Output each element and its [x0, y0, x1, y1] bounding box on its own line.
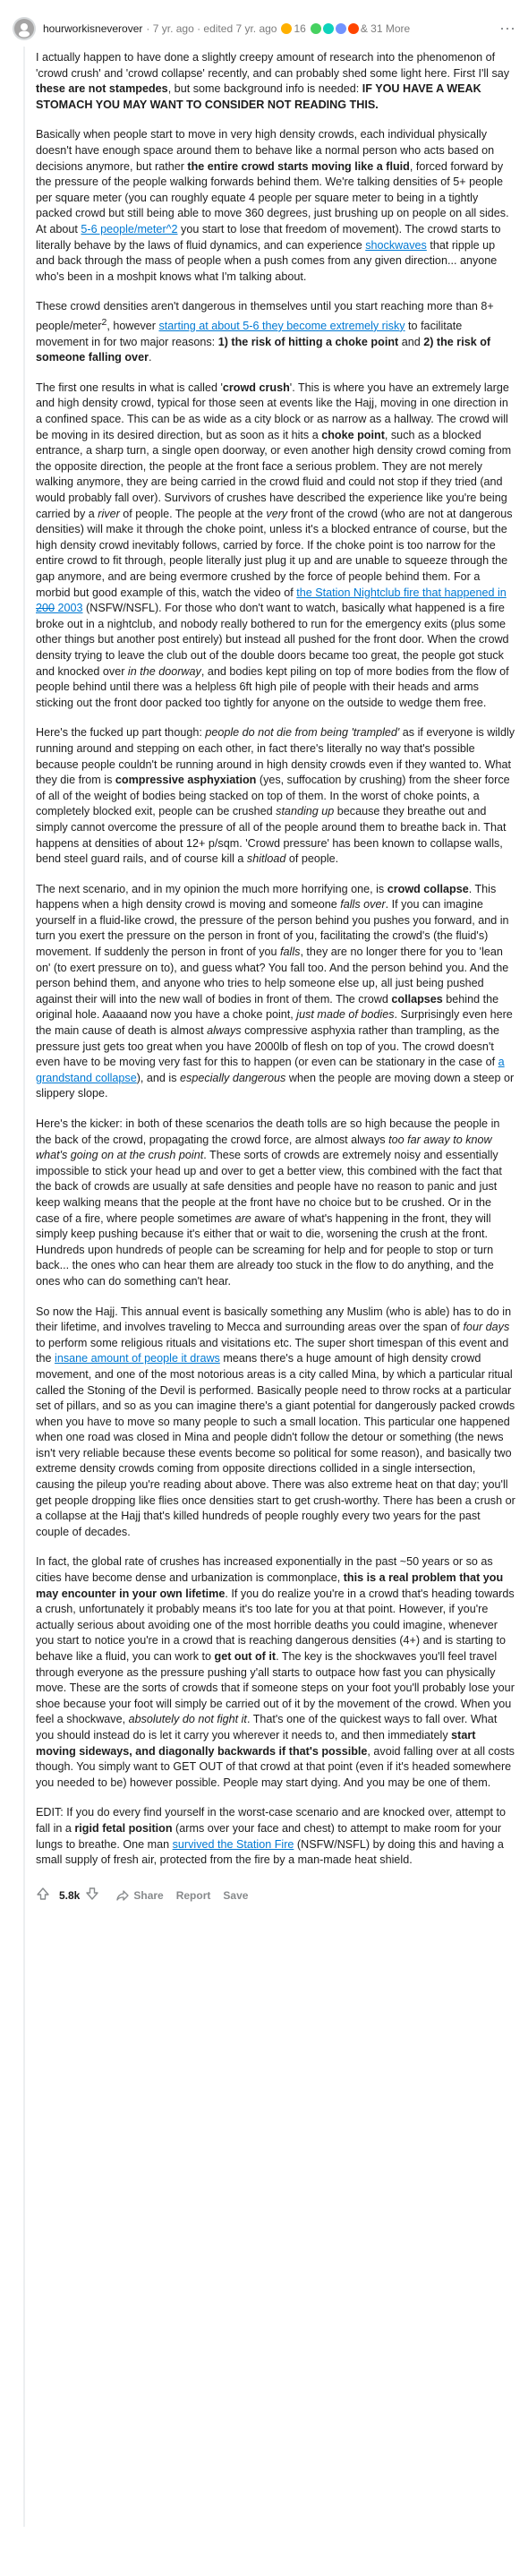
link[interactable]: survived the Station Fire: [172, 1837, 294, 1851]
link[interactable]: insane amount of people it draws: [55, 1352, 220, 1365]
comment-header: [13, 16, 515, 41]
save-button[interactable]: [223, 1889, 248, 1902]
share-icon: [115, 1888, 130, 1903]
paragraph: Here's the kicker: in both of these scenarios the death tolls are so high because the people in the back of the crowd, propagating the crowd force, are almost always too far away to know what's going on at the crush point. These sorts of crowds are extremely noisy and essentially impossible to stick your head up and over to get a better view, this combined with the fact that the back of crowds are usually at safe densities and people have no reason to panic and just keep walking means that the people at the front have no choice but to be crushed. Or in the case of a fire, where people sometimes are aware of what's happening in the front, they will simply keep pushing because it's either that or wait to die, worsening the crush at the front. Hundreds upon hundreds of people can be screaming for help and for people to stop or turn back... the ones who can hear them are already too stuck in the flow to do anything, and the ones who can do something can't hear.: [36, 1117, 502, 1288]
paragraph: EDIT: If you do every find yourself in the worst-case scenario and are knocked over, attempt to fall in a rigid fetal position (arms over your face and chest) to attempt to make room for your lungs to breathe. One man survived the Station Fire (NSFW/NSFL) by doing this and having a small supply of fresh air, protected from the fire by a man-made heat shield.: [36, 1806, 507, 1867]
comment-footer: [36, 1883, 515, 1908]
score: 5.8k: [59, 1888, 81, 1902]
link[interactable]: shockwaves: [365, 238, 427, 252]
paragraph: In fact, the global rate of crushes has increased exponentially in the past ~50 years or so as cities have become dense and urbanization is commonplace, this is a real problem that you may encounter in your own lifetime. If you do realize you're in a crowd that's heading towards a crush, unfortunately it probably means it's too late for you at that point. However, if you're actually serious about avoiding one of the most horrible deaths you could imagine, whenever you start to notice you're in a crowd that is reaching dangerous densities (4+) and is starting to behave like a fluid, you can work to get out of it. The key is the shockwaves you'll feel travel through everyone as the pressure pushing y'all starts to outpace how fast you can physically move. These are the sorts of crowds that if someone steps on your foot you'll probably lose your shoe because your foot will simply be carried out of it by the movement of the crowd. When you feel a shockwave, absolutely do not fight it. That's one of the quickest ways to fall over. What you should instead do is let it carry you wherever it needs to, and then immediately start moving sideways, and diagonally backwards if that's possible, avoid falling over at all costs though. You simply want to GET OUT of that crowd at that point (even if it's headed somewhere you needed to be) however possible. People may start dying. And you may be one of them.: [36, 1555, 515, 1789]
link[interactable]: 5-6 people/meter^2: [81, 222, 178, 235]
link[interactable]: the Station Nightclub fire that happened in 200 2003: [36, 586, 507, 615]
username[interactable]: hourworkisneverover: [43, 22, 143, 35]
paragraph: I actually happen to have done a slightly creepy amount of research into the phenomenon of 'crowd crush' and 'crowd collapse' recently, and can probably shed some light here. First I'll say these are not stampedes, but some background info is needed: IF YOU HAVE A WEAK STOMACH YOU MAY WANT TO CONSIDER NOT READING THIS.: [36, 51, 510, 111]
report-button[interactable]: [176, 1889, 211, 1902]
more-icon[interactable]: ⋯: [499, 20, 515, 38]
award-count: 16: [294, 22, 306, 35]
save-label: Save: [223, 1888, 249, 1902]
paragraph: Here's the fucked up part though: people do not die from being 'trampled' as if everyone is wildly running around and stepping on each other, in fact there's literally no way that's possible because people couldn't be running around in high density crowds even if they wanted to. What they die from is compressive asphyxiation (yes, suffocation by crushing) from the sheer force of all of the weight of bodies being stacked on top of them. In the worst of choke points, a completely blocked exit, people can be crushed standing up because they breathe out and simply cannot overcome the pressure of all of the people around them to breathe back in. That happens at densities of about 12+ p/sqm. 'Crowd pressure' has been known to collapse walls, bend steel guard rails, and of course kill a shitload of people.: [36, 726, 515, 866]
avatar-icon[interactable]: [13, 17, 36, 40]
paragraph: These crowd densities aren't dangerous in themselves until you start reaching more than 8+ people/meter$^2$, however starting at about 5-6 they become extremely risky to facilitate movement in for two major reasons: 1) the risk of hitting a choke point and 2) the risk of someone falling over.: [36, 300, 494, 364]
award-icon[interactable]: [311, 23, 361, 34]
upvote-icon[interactable]: [36, 1887, 54, 1904]
paragraph: The next scenario, and in my opinion the much more horrifying one, is crowd collapse. This happens when a high density crowd is moving and someone falls over. If you can imagine yourself in a fluid-like crowd, the pressure of the person behind you pushes you forward, and in turn you exert the pressure on the person in front of you, facilitating the crowd's (the fluid's) movement. If suddenly the person in front of you falls, they are no longer there for you to 'lean on' (to exert pressure on to), and guess what? You fall too. And the person behind you. And the person behind them, and anyone who tries to help someone else up, all just being pushed against their will into the new wall of bodies in front of them. The crowd collapses behind the original hole. Aaaaand now you have a choke point, just made of bodies. Surprisingly even here the main cause of death is almost always compressive asphyxia rather than trampling, as the pressure just gets too great when you have 2000lb of flesh on top of you. The crowd doesn't even have to be moving very fast for this to happen (or even can be stationary in the case of a grandstand collapse), and is especially dangerous when the people are moving down a steep or slippery slope.: [36, 882, 515, 1100]
paragraph: The first one results in what is called 'crowd crush'. This is where you have an extremely large and high density crowd, typical for those seen at events like the Hajj, moving in one direction in a confined space. This can be as wide as a city block or as narrow as a hallway. The crowd will be moving in its desired direction, but as soon as it hits a choke point, such as a blocked entrance, a sharp turn, a single open doorway, or even another high density crowd coming from the opposite direction, the people at the front face a serious problem. They are not merely walking anymore, they are being carried in the crowd fluid and could not stop if they tried (and would probably fall over). Survivors of crushes have described the experience like you're being carried by a river of people. The people at the very front of the crowd (who are not at dangerous densities) will make it through the choke point, unless it's a blocked entrance of course, but the high density crowd inevitably follows, carried by force. If the choke point is too narrow for the entire crowd to fit through, people literally just plug it up and are unable to squeeze through the gap anymore, and are being evermore crushed by the force of people behind them. For a morbid but good example of this, watch the video of the Station Nightclub fire that happened in 200 2003 (NSFW/NSFL). For those who don't want to watch, basically what happened is a fire broke out in a nightclub, and nobody really bothered to run for the emergency exits (plus some other things but another post entirely) but instead all pushed for the front door. When the crowd density trying to leave the club out of the double doors became too great, the people got stuck and knocked over in the doorway, and bodies kept piling on top of more bodies from the flow of people behind until there was a helpless 6ft high pile of people with their heads and arms sticking out the front door packed too tightly for anyone on the outside to wedge them free.: [36, 381, 513, 709]
thread-line[interactable]: [23, 47, 25, 2527]
comment-body: [36, 50, 515, 1869]
share-label: Share: [133, 1888, 164, 1902]
more-awards[interactable]: & 31 More: [360, 22, 411, 35]
link[interactable]: a grandstand collapse: [36, 1056, 505, 1084]
award-icon[interactable]: [281, 23, 294, 34]
share-button[interactable]: [115, 1888, 163, 1903]
link[interactable]: starting at about 5-6 they become extremely risky: [158, 320, 405, 333]
timestamp: · 7 yr. ago · edited 7 yr. ago: [146, 22, 277, 35]
paragraph: So now the Hajj. This annual event is basically something any Muslim (who is able) has to do in their lifetime, and involves traveling to Mecca and surrounding areas over the span of four days to perform some religious rituals and visitations etc. The super short timespan of this event and the insane amount of people it draws means there's a huge amount of high density crowd movement, and one of the most notorious areas is a city called Mina, by which a particular ritual called the Stoning of the Devil is performed. Basically people need to throw rocks at a particular set of pillars, and so as you can imagine there's a giant potential for dangerously packed crowds when you have to move so many people to such a small location. This particular one happened when one road was closed in Mina and people didn't follow the detour or something (the news isn't very reliable because these events become so political for some reason), and basically two extreme density crowds coming from opposite directions collided in a single intersection, causing the pileup you're reading about above. There was also extreme heat on that day; you'll get people dropping like flies once densities start to get crush-worthy. There has been a crush or a collapse at the Hajj that's killed hundreds of people roughly every two years for the past couple of decades.: [36, 1305, 515, 1538]
vote-group: [36, 1887, 103, 1904]
report-label: Report: [175, 1888, 211, 1902]
downvote-icon[interactable]: [85, 1887, 103, 1904]
paragraph: Basically when people start to move in very high density crowds, each individual physically doesn't have enough space around them to behave like a normal person who acts based on decisions anymore, but rather the entire crowd starts moving like a fluid, forced forward by the pressure of the people walking forwards behind them. We're talking densities of 5+ people per square meter (you can roughly equate 4 people per square meter to being in a tightly packed crowd but still being able to move 360 degrees, just brushing up on people on all sides. At about 5-6 people/meter^2 you start to lose that freedom of movement). The crowd starts to literally behave by the laws of fluid dynamics, and can experience shockwaves that ripple up and back through the mass of people when a push comes from any given direction... anyone who's been in a moshpit knows what I'm talking about.: [36, 128, 509, 283]
